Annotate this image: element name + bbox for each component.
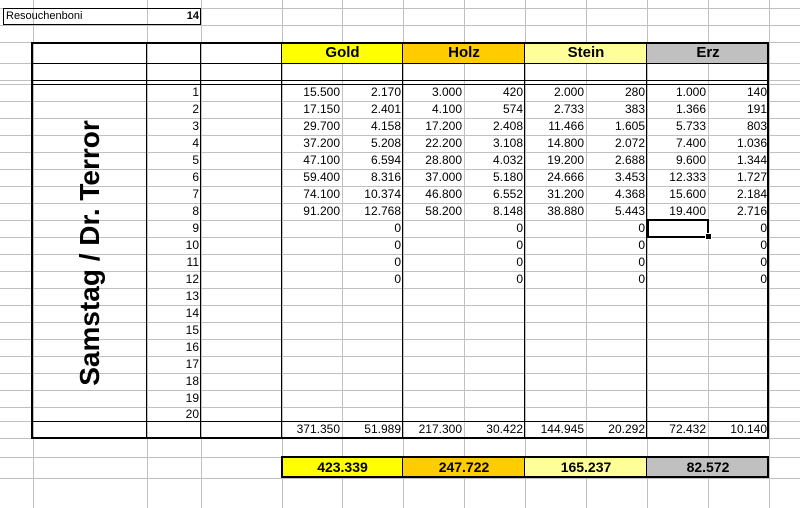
- resource-header-erz[interactable]: Erz: [647, 43, 769, 63]
- data-cell[interactable]: [647, 407, 708, 421]
- data-cell[interactable]: [708, 373, 769, 390]
- data-cell[interactable]: [525, 390, 586, 407]
- data-cell[interactable]: 2.733: [553, 102, 584, 116]
- table-line-vertical: [200, 42, 201, 439]
- data-cell[interactable]: 4.158: [370, 119, 401, 133]
- totals-border-left: [281, 456, 283, 478]
- row-level[interactable]: 18: [185, 374, 199, 388]
- total-stein[interactable]: 165.237: [525, 457, 647, 478]
- data-cell[interactable]: [342, 288, 403, 305]
- data-cell[interactable]: [464, 373, 525, 390]
- bonus-border-bottom: [3, 24, 201, 25]
- table-line-vertical: [646, 42, 647, 439]
- data-cell[interactable]: 7.400: [675, 136, 706, 150]
- data-cell[interactable]: [342, 322, 403, 339]
- data-cell[interactable]: 0: [760, 255, 767, 269]
- data-cell[interactable]: [586, 339, 647, 356]
- row-level[interactable]: 16: [185, 340, 199, 354]
- data-cell[interactable]: 74.100: [303, 187, 340, 201]
- data-cell[interactable]: 29.700: [303, 119, 340, 133]
- data-cell[interactable]: [282, 322, 342, 339]
- row-level[interactable]: 2: [192, 102, 199, 116]
- data-cell[interactable]: [464, 339, 525, 356]
- data-cell[interactable]: 1.727: [736, 170, 767, 184]
- sum-cell[interactable]: 371.350: [296, 422, 340, 436]
- data-cell[interactable]: [525, 322, 586, 339]
- data-cell[interactable]: [708, 356, 769, 373]
- data-cell[interactable]: [403, 254, 464, 271]
- data-cell[interactable]: [464, 305, 525, 322]
- bonus-label: Resouchenboni: [6, 10, 83, 22]
- data-cell[interactable]: [586, 322, 647, 339]
- data-cell[interactable]: [708, 288, 769, 305]
- data-cell[interactable]: [647, 254, 708, 271]
- table-line-horizontal: [281, 42, 769, 43]
- data-cell[interactable]: 1.036: [736, 136, 767, 150]
- row-level[interactable]: 8: [192, 204, 199, 218]
- data-cell[interactable]: [342, 407, 403, 421]
- sum-cell[interactable]: 51.989: [364, 422, 401, 436]
- data-cell[interactable]: [282, 254, 342, 271]
- data-cell[interactable]: [525, 356, 586, 373]
- data-cell[interactable]: [525, 254, 586, 271]
- row-level[interactable]: 12: [185, 272, 199, 286]
- data-cell[interactable]: [342, 373, 403, 390]
- data-cell[interactable]: 0: [516, 255, 523, 269]
- row-level[interactable]: 6: [192, 170, 199, 184]
- data-cell[interactable]: 28.800: [425, 153, 462, 167]
- data-cell[interactable]: [708, 305, 769, 322]
- data-cell[interactable]: 17.150: [303, 102, 340, 116]
- table-line-horizontal: [31, 421, 769, 422]
- data-cell[interactable]: 1.366: [675, 102, 706, 116]
- data-cell[interactable]: [464, 356, 525, 373]
- data-cell[interactable]: 15.600: [669, 187, 706, 201]
- data-cell[interactable]: 19.200: [547, 153, 584, 167]
- data-cell[interactable]: 5.443: [614, 204, 645, 218]
- bonus-border-right: [200, 8, 201, 25]
- data-cell[interactable]: [464, 288, 525, 305]
- bonus-border-left: [3, 8, 4, 25]
- data-cell[interactable]: 0: [638, 238, 645, 252]
- table-line-vertical: [281, 42, 282, 439]
- data-cell[interactable]: [525, 305, 586, 322]
- data-cell[interactable]: [403, 373, 464, 390]
- data-cell[interactable]: [708, 407, 769, 421]
- data-cell[interactable]: 5.180: [492, 170, 523, 184]
- data-cell[interactable]: 8.148: [492, 204, 523, 218]
- row-level[interactable]: 7: [192, 187, 199, 201]
- data-cell[interactable]: 11.466: [548, 119, 584, 133]
- sum-cell[interactable]: 20.292: [608, 422, 645, 436]
- resource-header-gold[interactable]: Gold: [282, 43, 403, 63]
- data-cell[interactable]: 0: [516, 272, 523, 286]
- data-cell[interactable]: 0: [638, 255, 645, 269]
- resource-header-stein[interactable]: Stein: [525, 43, 647, 63]
- data-cell[interactable]: [342, 356, 403, 373]
- data-cell[interactable]: 420: [502, 85, 523, 99]
- data-cell[interactable]: 140: [746, 85, 767, 99]
- data-cell[interactable]: 10.374: [364, 187, 401, 201]
- data-cell[interactable]: 3.108: [492, 136, 523, 150]
- table-line-vertical: [524, 456, 525, 478]
- data-cell[interactable]: 4.368: [614, 187, 645, 201]
- data-cell[interactable]: 12.768: [364, 204, 401, 218]
- data-cell[interactable]: 3.000: [431, 85, 462, 99]
- data-cell[interactable]: 2.000: [553, 85, 584, 99]
- totals-border-top: [281, 456, 769, 458]
- table-line-horizontal: [31, 80, 769, 81]
- data-cell[interactable]: [403, 288, 464, 305]
- data-cell[interactable]: [403, 271, 464, 288]
- data-cell[interactable]: [282, 220, 342, 237]
- data-cell[interactable]: [647, 356, 708, 373]
- data-cell[interactable]: [282, 237, 342, 254]
- data-cell[interactable]: 14.800: [547, 136, 584, 150]
- table-line-vertical: [524, 42, 525, 439]
- data-cell[interactable]: 4.100: [431, 102, 462, 116]
- data-cell[interactable]: 15.500: [303, 85, 340, 99]
- table-line-vertical: [402, 42, 403, 439]
- row-level[interactable]: 5: [192, 153, 199, 167]
- data-cell[interactable]: 0: [394, 238, 401, 252]
- data-cell[interactable]: 1.000: [675, 85, 706, 99]
- data-cell[interactable]: 803: [746, 119, 767, 133]
- sum-cell[interactable]: 10.140: [730, 422, 767, 436]
- data-cell[interactable]: 47.100: [303, 153, 340, 167]
- data-cell[interactable]: [586, 288, 647, 305]
- row-level[interactable]: 15: [185, 323, 199, 337]
- data-cell[interactable]: [525, 339, 586, 356]
- row-level[interactable]: 9: [192, 221, 199, 235]
- category-label: [33, 84, 146, 421]
- row-level[interactable]: 14: [185, 306, 199, 320]
- data-cell[interactable]: [282, 339, 342, 356]
- data-cell[interactable]: [342, 339, 403, 356]
- data-cell[interactable]: 8.316: [370, 170, 401, 184]
- row-level[interactable]: 11: [186, 255, 199, 269]
- resource-header-holz[interactable]: Holz: [403, 43, 525, 63]
- data-cell[interactable]: 0: [638, 272, 645, 286]
- data-cell[interactable]: [403, 339, 464, 356]
- data-cell[interactable]: [586, 373, 647, 390]
- data-cell[interactable]: [342, 305, 403, 322]
- data-cell[interactable]: 0: [760, 238, 767, 252]
- data-cell[interactable]: [525, 237, 586, 254]
- table-line-vertical: [646, 456, 647, 478]
- data-cell[interactable]: [282, 288, 342, 305]
- data-cell[interactable]: 280: [624, 85, 645, 99]
- category-label-text: Samstag / Dr. Terror: [73, 119, 105, 386]
- data-cell[interactable]: 59.400: [303, 170, 340, 184]
- data-cell[interactable]: 2.184: [736, 187, 767, 201]
- total-gold[interactable]: 423.339: [282, 457, 403, 478]
- data-cell[interactable]: [403, 407, 464, 421]
- data-cell[interactable]: [282, 305, 342, 322]
- data-cell[interactable]: 383: [624, 102, 645, 116]
- data-cell[interactable]: [647, 288, 708, 305]
- data-cell[interactable]: 2.408: [492, 119, 523, 133]
- data-cell[interactable]: [282, 356, 342, 373]
- sum-cell[interactable]: 30.422: [486, 422, 523, 436]
- data-cell[interactable]: 31.200: [547, 187, 584, 201]
- data-cell[interactable]: 4.032: [492, 153, 523, 167]
- data-cell[interactable]: [403, 305, 464, 322]
- data-cell[interactable]: [403, 322, 464, 339]
- row-level[interactable]: 3: [192, 119, 199, 133]
- data-cell[interactable]: [647, 271, 708, 288]
- total-holz[interactable]: 247.722: [403, 457, 525, 478]
- data-cell[interactable]: [464, 390, 525, 407]
- data-cell[interactable]: [586, 305, 647, 322]
- data-cell[interactable]: 2.688: [614, 153, 645, 167]
- data-cell[interactable]: 22.200: [425, 136, 462, 150]
- data-cell[interactable]: [647, 390, 708, 407]
- data-cell[interactable]: [282, 390, 342, 407]
- data-cell[interactable]: 0: [638, 221, 645, 235]
- data-cell[interactable]: [647, 322, 708, 339]
- row-level[interactable]: 19: [185, 391, 199, 405]
- table-border-left: [31, 42, 33, 439]
- data-cell[interactable]: 6.594: [370, 153, 401, 167]
- data-cell[interactable]: [403, 390, 464, 407]
- table-line-horizontal: [31, 84, 769, 85]
- data-cell[interactable]: 0: [516, 238, 523, 252]
- data-cell[interactable]: 1.344: [736, 153, 767, 167]
- gridline-horizontal: [0, 25, 800, 26]
- data-cell[interactable]: 2.401: [370, 102, 401, 116]
- data-cell[interactable]: [708, 339, 769, 356]
- data-cell[interactable]: 2.170: [370, 85, 401, 99]
- data-cell[interactable]: 37.000: [425, 170, 462, 184]
- row-level[interactable]: 10: [185, 238, 199, 252]
- data-cell[interactable]: [403, 237, 464, 254]
- data-cell[interactable]: [586, 356, 647, 373]
- data-cell[interactable]: [464, 322, 525, 339]
- data-cell[interactable]: 0: [394, 255, 401, 269]
- data-cell[interactable]: 1.605: [614, 119, 645, 133]
- data-cell[interactable]: 0: [394, 272, 401, 286]
- data-cell[interactable]: [586, 390, 647, 407]
- data-cell[interactable]: 37.200: [303, 136, 340, 150]
- data-cell[interactable]: [647, 237, 708, 254]
- sum-cell[interactable]: 217.300: [418, 422, 462, 436]
- row-level[interactable]: 4: [192, 136, 199, 150]
- data-cell[interactable]: 0: [394, 221, 401, 235]
- table-line-vertical: [146, 42, 147, 439]
- data-cell[interactable]: 0: [516, 221, 523, 235]
- fill-handle[interactable]: [705, 233, 712, 240]
- data-cell[interactable]: 24.666: [547, 170, 584, 184]
- active-cell-selection[interactable]: [647, 219, 709, 238]
- data-cell[interactable]: [525, 407, 586, 421]
- data-cell[interactable]: 0: [760, 221, 767, 235]
- data-cell[interactable]: [525, 288, 586, 305]
- totals-border-right: [767, 456, 769, 478]
- data-cell[interactable]: [525, 373, 586, 390]
- data-cell[interactable]: 2.716: [736, 204, 767, 218]
- data-cell[interactable]: [708, 322, 769, 339]
- data-cell[interactable]: 58.200: [425, 204, 462, 218]
- table-border-right: [767, 42, 769, 439]
- data-cell[interactable]: [647, 373, 708, 390]
- row-level[interactable]: 20: [185, 407, 199, 421]
- data-cell[interactable]: 2.072: [614, 136, 645, 150]
- data-cell[interactable]: 3.453: [614, 170, 645, 184]
- table-line-vertical: [402, 456, 403, 478]
- data-cell[interactable]: 91.200: [303, 204, 340, 218]
- table-border-bottom: [31, 437, 769, 439]
- data-cell[interactable]: 6.552: [492, 187, 523, 201]
- data-cell[interactable]: 5.208: [370, 136, 401, 150]
- data-cell[interactable]: [525, 271, 586, 288]
- data-cell[interactable]: 46.800: [425, 187, 462, 201]
- bonus-value[interactable]: 14: [186, 10, 199, 22]
- gridline-horizontal: [0, 478, 800, 479]
- row-level[interactable]: 17: [185, 357, 199, 371]
- data-cell[interactable]: [647, 305, 708, 322]
- data-cell[interactable]: 0: [760, 272, 767, 286]
- row-level[interactable]: 1: [192, 85, 199, 99]
- totals-border-bottom: [281, 476, 769, 478]
- data-cell[interactable]: [342, 390, 403, 407]
- table-line-horizontal: [31, 63, 769, 64]
- total-erz[interactable]: 82.572: [647, 457, 769, 478]
- data-cell[interactable]: [403, 356, 464, 373]
- data-cell[interactable]: [464, 407, 525, 421]
- data-cell[interactable]: 191: [746, 102, 767, 116]
- data-cell[interactable]: 574: [502, 102, 523, 116]
- data-cell[interactable]: [586, 407, 647, 421]
- data-cell[interactable]: 9.600: [675, 153, 706, 167]
- data-cell[interactable]: 19.400: [669, 204, 706, 218]
- data-cell[interactable]: [708, 390, 769, 407]
- data-cell[interactable]: 17.200: [425, 119, 462, 133]
- bonus-border-top: [3, 8, 201, 9]
- data-cell[interactable]: [282, 271, 342, 288]
- sum-cell[interactable]: 72.432: [669, 422, 706, 436]
- row-level[interactable]: 13: [185, 289, 199, 303]
- data-cell[interactable]: 38.880: [547, 204, 584, 218]
- data-cell[interactable]: [403, 220, 464, 237]
- data-cell[interactable]: [282, 373, 342, 390]
- sum-cell[interactable]: 144.945: [540, 422, 584, 436]
- data-cell[interactable]: [525, 220, 586, 237]
- data-cell[interactable]: [647, 339, 708, 356]
- data-cell[interactable]: 5.733: [675, 119, 706, 133]
- data-cell[interactable]: [282, 407, 342, 421]
- data-cell[interactable]: 12.333: [669, 170, 706, 184]
